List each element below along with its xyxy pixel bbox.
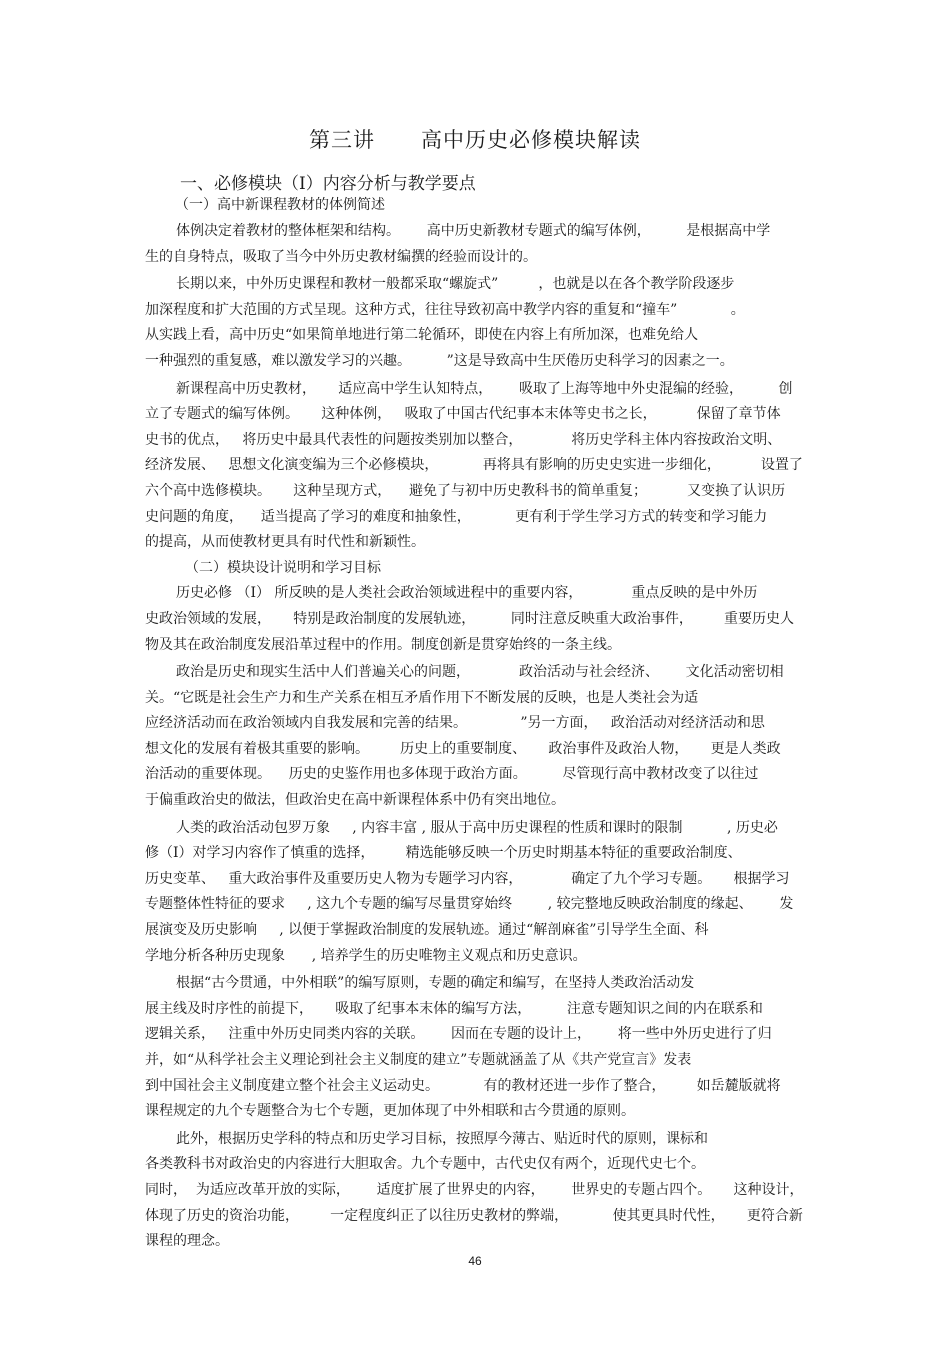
text-line: 生的自身特点，吸取了当今中外历史教材编撰的经验而设计的。 [145, 248, 537, 265]
paragraph [145, 272, 805, 374]
text-line: 此外，根据历史学科的特点和历史学习目标，按照厚今薄古、贴近时代的原则，课标和 [176, 1130, 708, 1147]
paragraph [145, 1127, 805, 1255]
paragraph [145, 581, 805, 658]
body-text [145, 219, 805, 1255]
paragraph [145, 971, 805, 1125]
text-line: 到中国社会主义制度建立整个社会主义运动史。 有的教材还进一步作了整合， 如岳麓版就将 [145, 1077, 781, 1094]
text-line: 各类教科书对政治史的内容进行大胆取舍。九个专题中，古代史仅有两个，近现代史七个。 [145, 1156, 705, 1173]
text-line: 并，如“从科学社会主义理论到社会主义制度的建立”专题就涵盖了从《共产党宣言》发表 [145, 1052, 692, 1068]
text-line: 同时， 为适应改革开放的实际， 适度扩展了世界史的内容， 世界史的专题占四个。 这种设计， [145, 1181, 804, 1198]
paragraph [145, 660, 805, 814]
text-line: 展演变及历史影响 , 以便于掌握政治制度的发展轨迹。通过“解剖麻雀”引导学生全面、科 [145, 922, 709, 939]
text-line: 学地分析各种历史现象 , 培养学生的历史唯物主义观点和历史意识。 [145, 947, 587, 964]
lecture-title: 第三讲 高中历史必修模块解读 [308, 128, 642, 152]
text-line: 新课程高中历史教材， 适应高中学生认知特点， 吸取了上海等地中外史混编的经验， 创 [176, 380, 793, 397]
paragraph [145, 219, 805, 270]
text-line: 于偏重政治史的做法，但政治史在高中新课程体系中仍有突出地位。 [145, 792, 565, 809]
text-line: 史问题的角度， 适当提高了学习的难度和抽象性， 更有利于学生学习方式的转变和学习能力 [145, 508, 768, 525]
text-line: 展主线及时序性的前提下， 吸取了纪事本末体的编写方法， 注意专题知识之间的内在联系和 [145, 1000, 763, 1017]
text-line: 政治是历史和现实生活中人们普遍关心的问题， 政治活动与社会经济、 文化活动密切相 [176, 664, 784, 681]
text-line: 治活动的重要体现。 历史的史鉴作用也多体现于政治方面。 尽管现行高中教材改变了以往过 [145, 766, 759, 783]
text-line: 应经济活动而在政治领域内自我发展和完善的结果。 ”另一方面， 政治活动对经济活动和思 [145, 715, 765, 732]
text-line: 一种强烈的重复感，难以激发学习的兴趣。 ”这是导致高中生厌倦历史科学习的因素之一。 [145, 352, 734, 369]
text-line: 的提高，从而使教材更具有时代性和新颖性。 [145, 534, 425, 551]
text-line: 人类的政治活动包罗万象 , 内容丰富 , 服从于高中历史课程的性质和课时的限制 , 历史必 [176, 819, 778, 836]
text-line: 专题整体性特征的要求 , 这九个专题的编写尽量贯穿始终 , 较完整地反映政治制度的缘起、 发 [145, 896, 794, 913]
text-line: 六个高中选修模块。 这种呈现方式， 避免了与初中历史教科书的简单重复； 又变换了认识历 [145, 482, 786, 499]
paragraph [145, 816, 805, 970]
section-heading: 一、必修模块（Ⅰ）内容分析与教学要点 [180, 174, 476, 194]
text-line: 体现了历史的资治功能， 一定程度纠正了以往历史教材的弊端， 使其更具时代性， 更符合新 [145, 1207, 803, 1224]
text-line: 物及其在政治制度发展沿革过程中的作用。制度创新是贯穿始终的一条主线。 [145, 636, 621, 653]
text-line: 长期以来，中外历史课程和教材一般都采取“螺旋式” ，也就是以在各个教学阶段逐步 [176, 276, 735, 293]
text-line: 关。“它既是社会生产力和生产关系在相互矛盾作用下不断发展的反映，也是人类社会为适 [145, 689, 699, 706]
text-line: 加深程度和扩大范围的方式呈现。这种方式，往往导致初高中教学内容的重复和“撞车” 。 [145, 301, 745, 318]
text-line: 历史变革、 重大政治事件及重要历史人物为专题学习内容， 确定了九个学习专题。 根据学习 [145, 870, 790, 887]
text-line: 课程规定的九个专题整合为七个专题，更加体现了中外相联和古今贯通的原则。 [145, 1103, 635, 1120]
subsection-heading-2: （二）模块设计说明和学习目标 [185, 559, 381, 576]
text-line: 体例决定着教材的整体框架和结构。 高中历史新教材专题式的编写体例， 是根据高中学 [176, 223, 771, 239]
text-line: 想文化的发展有着极其重要的影响。 历史上的重要制度、 政治事件及政治人物， 更是人类政 [145, 740, 781, 757]
text-line: 逻辑关系， 注重中外历史同类内容的关联。 因而在专题的设计上， 将一些中外历史进行了归 [145, 1026, 772, 1043]
text-line: 从实践上看，高中历史“如果简单地进行第二轮循环，即使在内容上有所加深，也难免给人 [145, 327, 699, 344]
text-line: 根据“古今贯通，中外相联”的编写原则，专题的确定和编写，在坚持人类政治活动发 [176, 975, 695, 992]
text-line: 史政治领域的发展， 特别是政治制度的发展轨迹， 同时注意反映重大政治事件， 重要历史人 [145, 610, 795, 627]
subsection-heading-1: （一）高中新课程教材的体例简述 [175, 197, 385, 213]
text-line: 史书的优点， 将历史中最具代表性的问题按类别加以整合， 将历史学科主体内容按政治文明、 [145, 431, 782, 448]
text-line: 立了专题式的编写体例。 这种体例， 吸取了中国古代纪事本末体等史书之长， 保留了章节体 [145, 406, 781, 423]
text-line: 课程的理念。 [145, 1233, 229, 1250]
text-line: 经济发展、 思想文化演变编为三个必修模块， 再将具有影响的历史史实进一步细化， 设置了 [145, 457, 803, 474]
text-line: 历史必修 （Ⅰ） 所反映的是人类社会政治领域进程中的重要内容， 重点反映的是中外历 [176, 585, 758, 602]
paragraph [145, 377, 805, 556]
page-number: 46 [468, 1254, 482, 1268]
text-line: 修（Ⅰ）对学习内容作了慎重的选择， 精选能够反映一个历史时期基本特征的重要政治制度、 [145, 845, 742, 862]
